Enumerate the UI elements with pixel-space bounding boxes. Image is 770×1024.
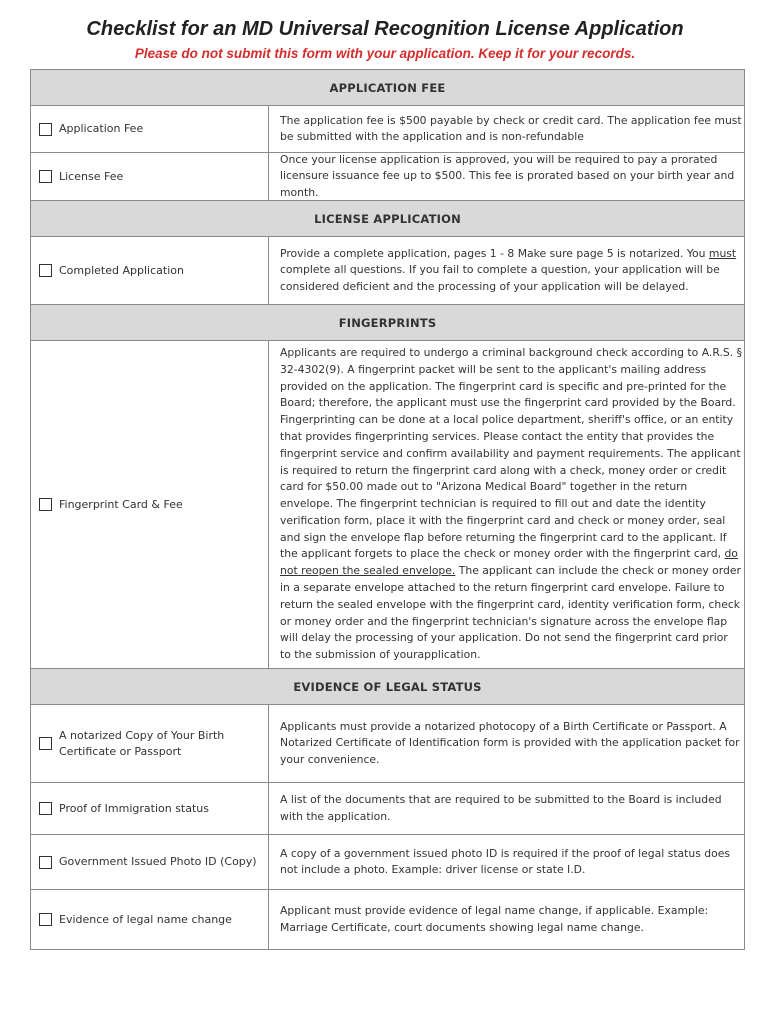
fingerprint-card-checkbox[interactable]: [39, 498, 52, 511]
row-label-cell: [31, 106, 269, 152]
immigration-status-label: Proof of Immigration status: [59, 801, 209, 815]
name-change-description: Applicant must provide evidence of legal name change, if applicable. Example: Marriage Certificate, court documents showing legal name change.: [280, 904, 709, 934]
table-row-completed-application: [31, 237, 744, 305]
birth-certificate-label: A notarized Copy of Your Birth Certificate or Passport: [59, 728, 225, 758]
completed-application-checkbox[interactable]: [39, 264, 52, 277]
completed-application-text-start: Provide a complete application, pages 1 - 8 Make sure page 5 is notarized. You: [280, 246, 709, 260]
checklist-table: [30, 69, 745, 950]
row-description-cell: [269, 783, 744, 834]
row-description-cell: [269, 153, 744, 200]
section-header-application-fee: APPLICATION FEE: [31, 70, 744, 106]
fingerprint-text-end: The applicant can include the check or money order in a separate envelope attached to the return fingerprint card envelope. Failure to return the sealed envelope with the fingerprint card, identity verification form, check or money order and the fingerprint technician's signature across the envelope flap will delay the processing of your application. Do not send the fingerprint card prior to the submission of yourapplication.: [280, 564, 741, 662]
fingerprint-text-start: Applicants are required to undergo a criminal background check according to A.R.S. § 32-4302(9). A fingerprint packet will be sent to the applicant's mailing address provided on the application. The fingerprint card is specific and pre-printed for the Board; therefore, the applicant must use the fingerprint card provided by the Board. Fingerprinting can be done at a local police department, sheriff's office, or an entity that provides fingerprinting services. Please contact the entity that provides the fingerprint service and confirm availability and payment requirements. The applicant is required to return the fingerprint card along with a check, money order or credit card for $50.00 made out to "Arizona Medical Board" together in the return envelope. The fingerprint technician is required to fill out and date the identity verification form, place it with the fingerprint card and check or money order, seal and sign the envelope flap before returning the fingerprint card to the applicant. If the applicant forgets to place the check or money order with the fingerprint card,: [280, 345, 742, 561]
row-label-cell: [31, 237, 269, 304]
row-label-cell: [31, 783, 269, 834]
row-description-cell: [269, 705, 744, 782]
row-description-cell: [269, 341, 744, 668]
fingerprint-card-label: Fingerprint Card & Fee: [59, 497, 183, 511]
row-label-cell: [31, 341, 269, 668]
application-fee-checkbox[interactable]: [39, 123, 52, 136]
section-header-license-application: LICENSE APPLICATION: [31, 201, 744, 237]
fingerprint-card-description: [280, 345, 742, 664]
birth-certificate-checkbox[interactable]: [39, 737, 52, 750]
row-description-cell: [269, 835, 744, 889]
immigration-status-description: A list of the documents that are required to be submitted to the Board is included with the application.: [280, 793, 722, 823]
license-fee-label: License Fee: [59, 169, 124, 183]
photo-id-description: A copy of a government issued photo ID is required if the proof of legal status does not include a photo. Example: driver license or state I.D.: [280, 846, 731, 876]
row-label-cell: [31, 890, 269, 949]
table-row-fingerprint-card: [31, 341, 744, 669]
row-label-cell: [31, 705, 269, 782]
section-header-legal-status: EVIDENCE OF LEGAL STATUS: [31, 669, 744, 705]
table-row-photo-id: [31, 835, 744, 890]
row-description-cell: [269, 237, 744, 304]
table-row-birth-certificate: [31, 705, 744, 783]
must-emphasis: must: [708, 246, 737, 260]
section-header-fingerprints: FINGERPRINTS: [31, 305, 744, 341]
page-subtitle-warning: Please do not submit this form with your application. Keep it for your records.: [134, 46, 636, 61]
license-fee-checkbox[interactable]: [39, 170, 52, 183]
completed-application-text-end: complete all questions. If you fail to complete a question, your application will be considered deficient and the processing of your application will be delayed.: [280, 263, 720, 293]
table-row-application-fee: [31, 106, 744, 153]
application-fee-label: Application Fee: [59, 122, 144, 135]
completed-application-description: [280, 246, 742, 296]
row-label-cell: [31, 835, 269, 889]
do-not-reopen-emphasis: do not reopen the sealed envelope.: [280, 547, 738, 578]
row-description-cell: [269, 890, 744, 949]
page-title: Checklist for an MD Universal Recognition License Application: [86, 18, 684, 40]
table-row-license-fee: [31, 153, 744, 201]
table-row-immigration-status: [31, 783, 744, 835]
birth-certificate-description: Applicants must provide a notarized photocopy of a Birth Certificate or Passport. A Notarized Certificate of Identification form is provided with the application packet for your convenience.: [280, 719, 740, 766]
table-row-name-change: [31, 890, 744, 949]
completed-application-label: Completed Application: [59, 263, 184, 277]
license-fee-description: Once your license application is approved, you will be required to pay a prorated licensure issuance fee up to $500. This fee is prorated based on your birth year and month.: [280, 152, 735, 199]
name-change-checkbox[interactable]: [39, 913, 52, 926]
name-change-label: Evidence of legal name change: [59, 912, 232, 926]
immigration-status-checkbox[interactable]: [39, 802, 52, 815]
row-description-cell: [269, 106, 744, 152]
row-label-cell: [31, 153, 269, 200]
application-fee-description: The application fee is $500 payable by check or credit card. The application fee must be submitted with the application and is non-refundable: [280, 113, 742, 143]
photo-id-checkbox[interactable]: [39, 856, 52, 869]
photo-id-label: Government Issued Photo ID (Copy): [59, 855, 257, 868]
